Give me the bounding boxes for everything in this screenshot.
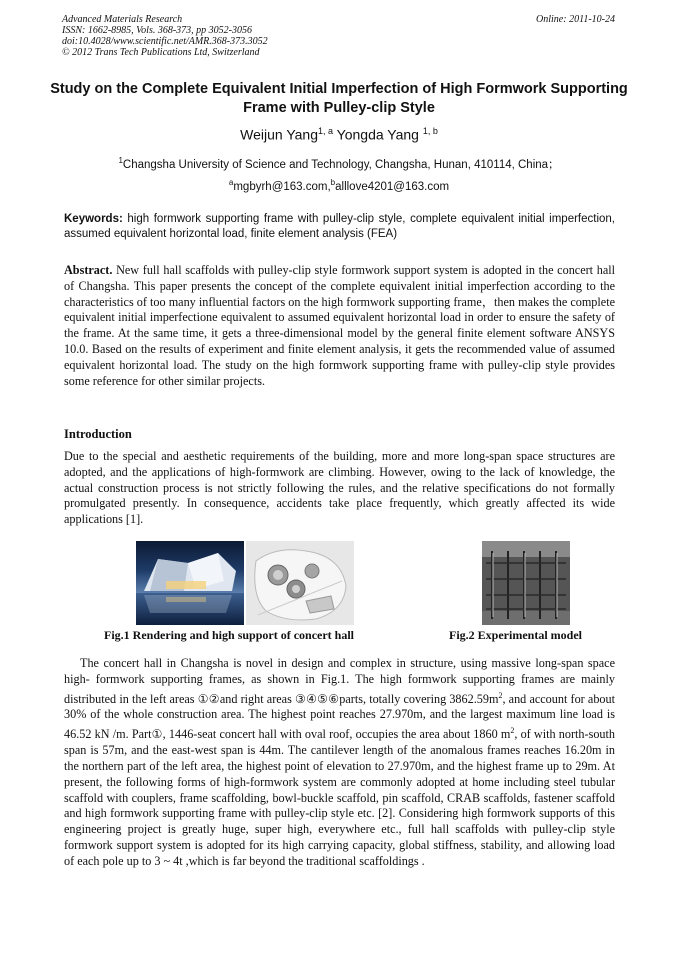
author-1-sup: 1, a [318,126,334,136]
intro-paragraph-2 [64,656,615,869]
online-date: Online: 2011-10-24 [536,14,615,25]
figure-2-caption: Fig.2 Experimental model [449,628,582,642]
issn-line: ISSN: 1662-8985, Vols. 368-373, pp 3052-3056 [62,25,252,36]
p2-text-a: The concert hall in Changsha is novel in design and complex in structure, using massive long-span space high- formwork supporting frames, as shown in Fig.1. The high formwork supporting frames are mainly distributed in the left areas ①②and right areas ③④⑤⑥parts, totally covering 3862.59m [64,656,615,706]
doi-line: doi:10.4028/www.scientific.net/AMR.368-373.3052 [62,36,268,47]
copyright-line: © 2012 Trans Tech Publications Ltd, Switzerland [62,47,260,58]
email-sup-a: a [228,178,234,187]
affiliation [0,156,678,172]
abstract-label: Abstract. [64,263,113,277]
affiliation-sup: 1 [118,156,123,166]
concert-hall-rendering-image [136,541,244,625]
p2-text-b: , and account for about 30% of the whole construction area. The highest point reaches 27.970m, and the largest maximum line load is 46.52 kN /m. Part①, 1446-seat concert hall with oval roof, occupies the area about 1860 m [64,691,616,742]
journal-header [62,14,615,58]
p2-sup-1: 2 [498,690,503,700]
intro-paragraph-1: Due to the special and aesthetic requirements of the building, more and more long-span space structures are adopted, and the applications of high-formwork are climbing. However, owing to the lack of knowledge, the actual construction process is not strictly following the rules, and the relative specifications do not formally promulgated presently. In consequence, accidents take place frequently, which greatly affected its wide applications [1]. [64,449,615,527]
email-1[interactable]: mgbyrh@163.com, [233,180,331,193]
abstract [64,263,615,389]
affiliation-text: Changsha University of Science and Technology, Changsha, Hunan, 410114, China； [122,159,560,171]
email-2[interactable]: alllove4201@163.com [335,180,450,193]
email-sup-b: b [330,178,336,187]
author-line [0,126,678,143]
abstract-text: New full hall scaffolds with pulley-clip style formwork support system is adopted in the concert hall of Changsha. This paper presents the concept of the complete equivalent initial imperfection according to the characteristics of too many influential factors on the high formwork supporting frame，then makes the complete equivalent initial imperfectione equivalent to assumed equivalent horizontal load in order to ensure the safety of the frame. At the same time, it gets a three-dimensional model by the general finite element software ANSYS 10.0. Based on the results of experiment and finite element analysis, it gets the recommended value of assumed equivalent horizontal load. The study on the high formwork supporting frame with pulley-clip style provides some reference for other similar projects. [64,263,615,388]
experimental-model-photo [482,541,570,625]
author-1: Weijun Yang [240,126,318,143]
keywords [64,212,615,242]
site-plan-image [246,541,354,625]
p2-text-c: , of with north-south span is 57m, and the east-west span is 44m. The cantilever length of the anomalous frames reaches 16.20m in the northern part of the left area, the highest point of elevation to 27.970m, and the highest frame up to 29m. At present, the following forms of high-formwork system are commonly adopted at home including steel tubular scaffold with couplers, frame scaffolding, bowl-buckle scaffold, pin scaffold, CRAB scaffolds, fastener scaffold and high formwork supporting frame with pulley-clip style etc. [2]. Considering high formwork supports of this engineering project is greatly huge, super high, everywhere etc., full hall scaffolds with pulley-clip style formwork support system is adopted for its high carrying capacity, global stiffness, stability, and allowing load of each pole up to 3 ~ 4t ,which is far beyond the traditional scaffoldings . [64,727,615,868]
figure-1-caption: Fig.1 Rendering and high support of concert hall [104,628,355,642]
keywords-text: high formwork supporting frame with pulley-clip style, complete equivalent initial imperfection, assumed equivalent horizontal load, finite element analysis (FEA) [64,213,615,240]
author-2: Yongda Yang [333,126,423,143]
email-line [0,178,678,193]
section-heading-introduction: Introduction [64,427,132,441]
author-2-sup: 1, b [422,126,438,136]
journal-name: Advanced Materials Research [62,14,183,25]
p2-sup-2: 2 [510,726,515,736]
paper-title: Study on the Complete Equivalent Initial Imperfection of High Formwork Supporting Frame with Pulley-clip Style [50,81,628,116]
keywords-label: Keywords: [64,213,123,225]
